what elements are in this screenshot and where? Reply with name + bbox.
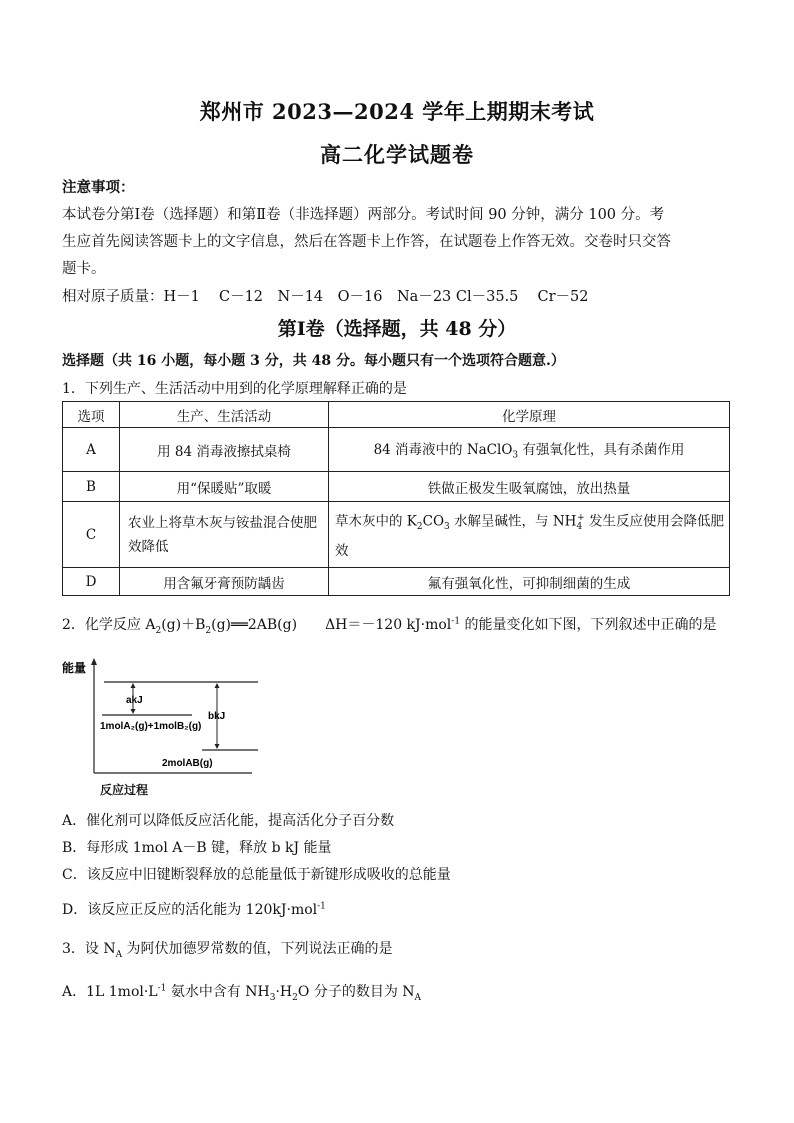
row-activity: 用 84 消毒液擦拭桌椅 [120,428,329,472]
q1-stem: 1．下列生产、生活活动中用到的化学原理解释正确的是 [62,381,407,397]
table-row [63,568,730,596]
table-header-row [63,402,730,428]
q1-table [62,401,730,596]
header-principle: 化学原理 [329,402,730,428]
q2-option-b: B．每形成 1mol A－B 键，释放 b kJ 能量 [62,840,332,856]
row-option: C [63,502,120,568]
row-activity: 用含氟牙膏预防龋齿 [120,568,329,596]
table-row [63,502,730,568]
exam-subtitle: 高二化学试题卷 [320,142,474,167]
q2-option-d: D．该反应正反应的活化能为 120kJ·mol$^{-1}$ [62,901,326,918]
arrow-up-icon [131,683,136,688]
row-activity: 用“保暖贴”取暖 [120,472,329,502]
atomic-mass-line: 相对原子质量：H－1 C－12 N－14 O－16 Na－23 Cl－35.5 Cr－52 [62,289,589,305]
a-label: akJ [126,695,143,706]
section-1-title: 第Ⅰ卷（选择题，共 48 分） [277,318,517,340]
header-option: 选项 [63,402,120,428]
notice-line-2: 生应首先阅读答题卡上的文字信息，然后在答题卡上作答，在试题卷上作答无效。交卷时只交答 [62,234,671,250]
row-principle: 铁做正极发生吸氧腐蚀，放出热量 [329,472,730,502]
q3-option-a: A．1L $1mol\cdot L^{-1}$ 氨水中含有 $NH_3\cdot H_2O$ 分子的数目为 $N_A$ [62,983,422,1003]
table-row [63,428,730,472]
row-principle: 氟有强氧化性，可抑制细菌的生成 [329,568,730,596]
diagram-ylabel: 能量 [62,661,87,675]
q2-option-a: A．催化剂可以降低反应活化能，提高活化分子百分数 [62,813,395,829]
row-activity: 农业上将草木灰与铵盐混合使肥效降低 [120,502,329,568]
notice-line-3: 题卡。 [62,261,106,277]
arrow-down-icon [215,744,220,749]
b-label: bkJ [208,711,226,722]
q2-stem: 2．化学反应 $A_2(g)+B_2(g)══2AB(g)$ ΔH＝－120 kJ·mol$^{-1}$ 的能量变化如下图，下列叙述中正确的是 [62,616,717,636]
header-activity: 生产、生活活动 [120,402,329,428]
product-label: 2molAB(g) [162,758,213,769]
row-principle: 草木灰中的 $K_2CO_3$ 水解呈碱性，与 $NH_4^+$ 发生反应使用会降低肥效 [329,502,730,568]
q3-stem: 3．设 $N_A$ 为阿伏加德罗常数的值，下列说法正确的是 [62,941,393,960]
table-row [63,472,730,502]
notice-line-1: 本试卷分第Ⅰ卷（选择题）和第Ⅱ卷（非选择题）两部分。考试时间 90 分钟，满分 100 分。考 [62,207,665,223]
arrow-up-icon [215,683,220,688]
row-option: B [63,472,120,502]
diagram-xlabel: 反应过程 [100,783,149,797]
row-option: A [63,428,120,472]
notice-heading: 注意事项： [62,179,135,196]
row-principle: 84 消毒液中的 NaClO$_3$ 有强氧化性，具有杀菌作用 [329,428,730,472]
row-option: D [63,568,120,596]
exam-title: 郑州市 2023—2024 学年上期期末考试 [199,99,595,124]
section-1-instruction: 选择题（共 16 小题，每小题 3 分，共 48 分。每小题只有一个选项符合题意.） [62,353,565,369]
subscript: 3 [512,450,519,461]
reactant-label: 1molA₂(g)+1molB₂(g) [100,721,202,732]
energy-diagram [62,655,262,777]
q2-option-c: C．该反应中旧键断裂释放的总能量低于新键形成吸收的总能量 [62,867,451,883]
arrow-down-icon [131,709,136,714]
axis-arrow-icon [91,658,97,665]
